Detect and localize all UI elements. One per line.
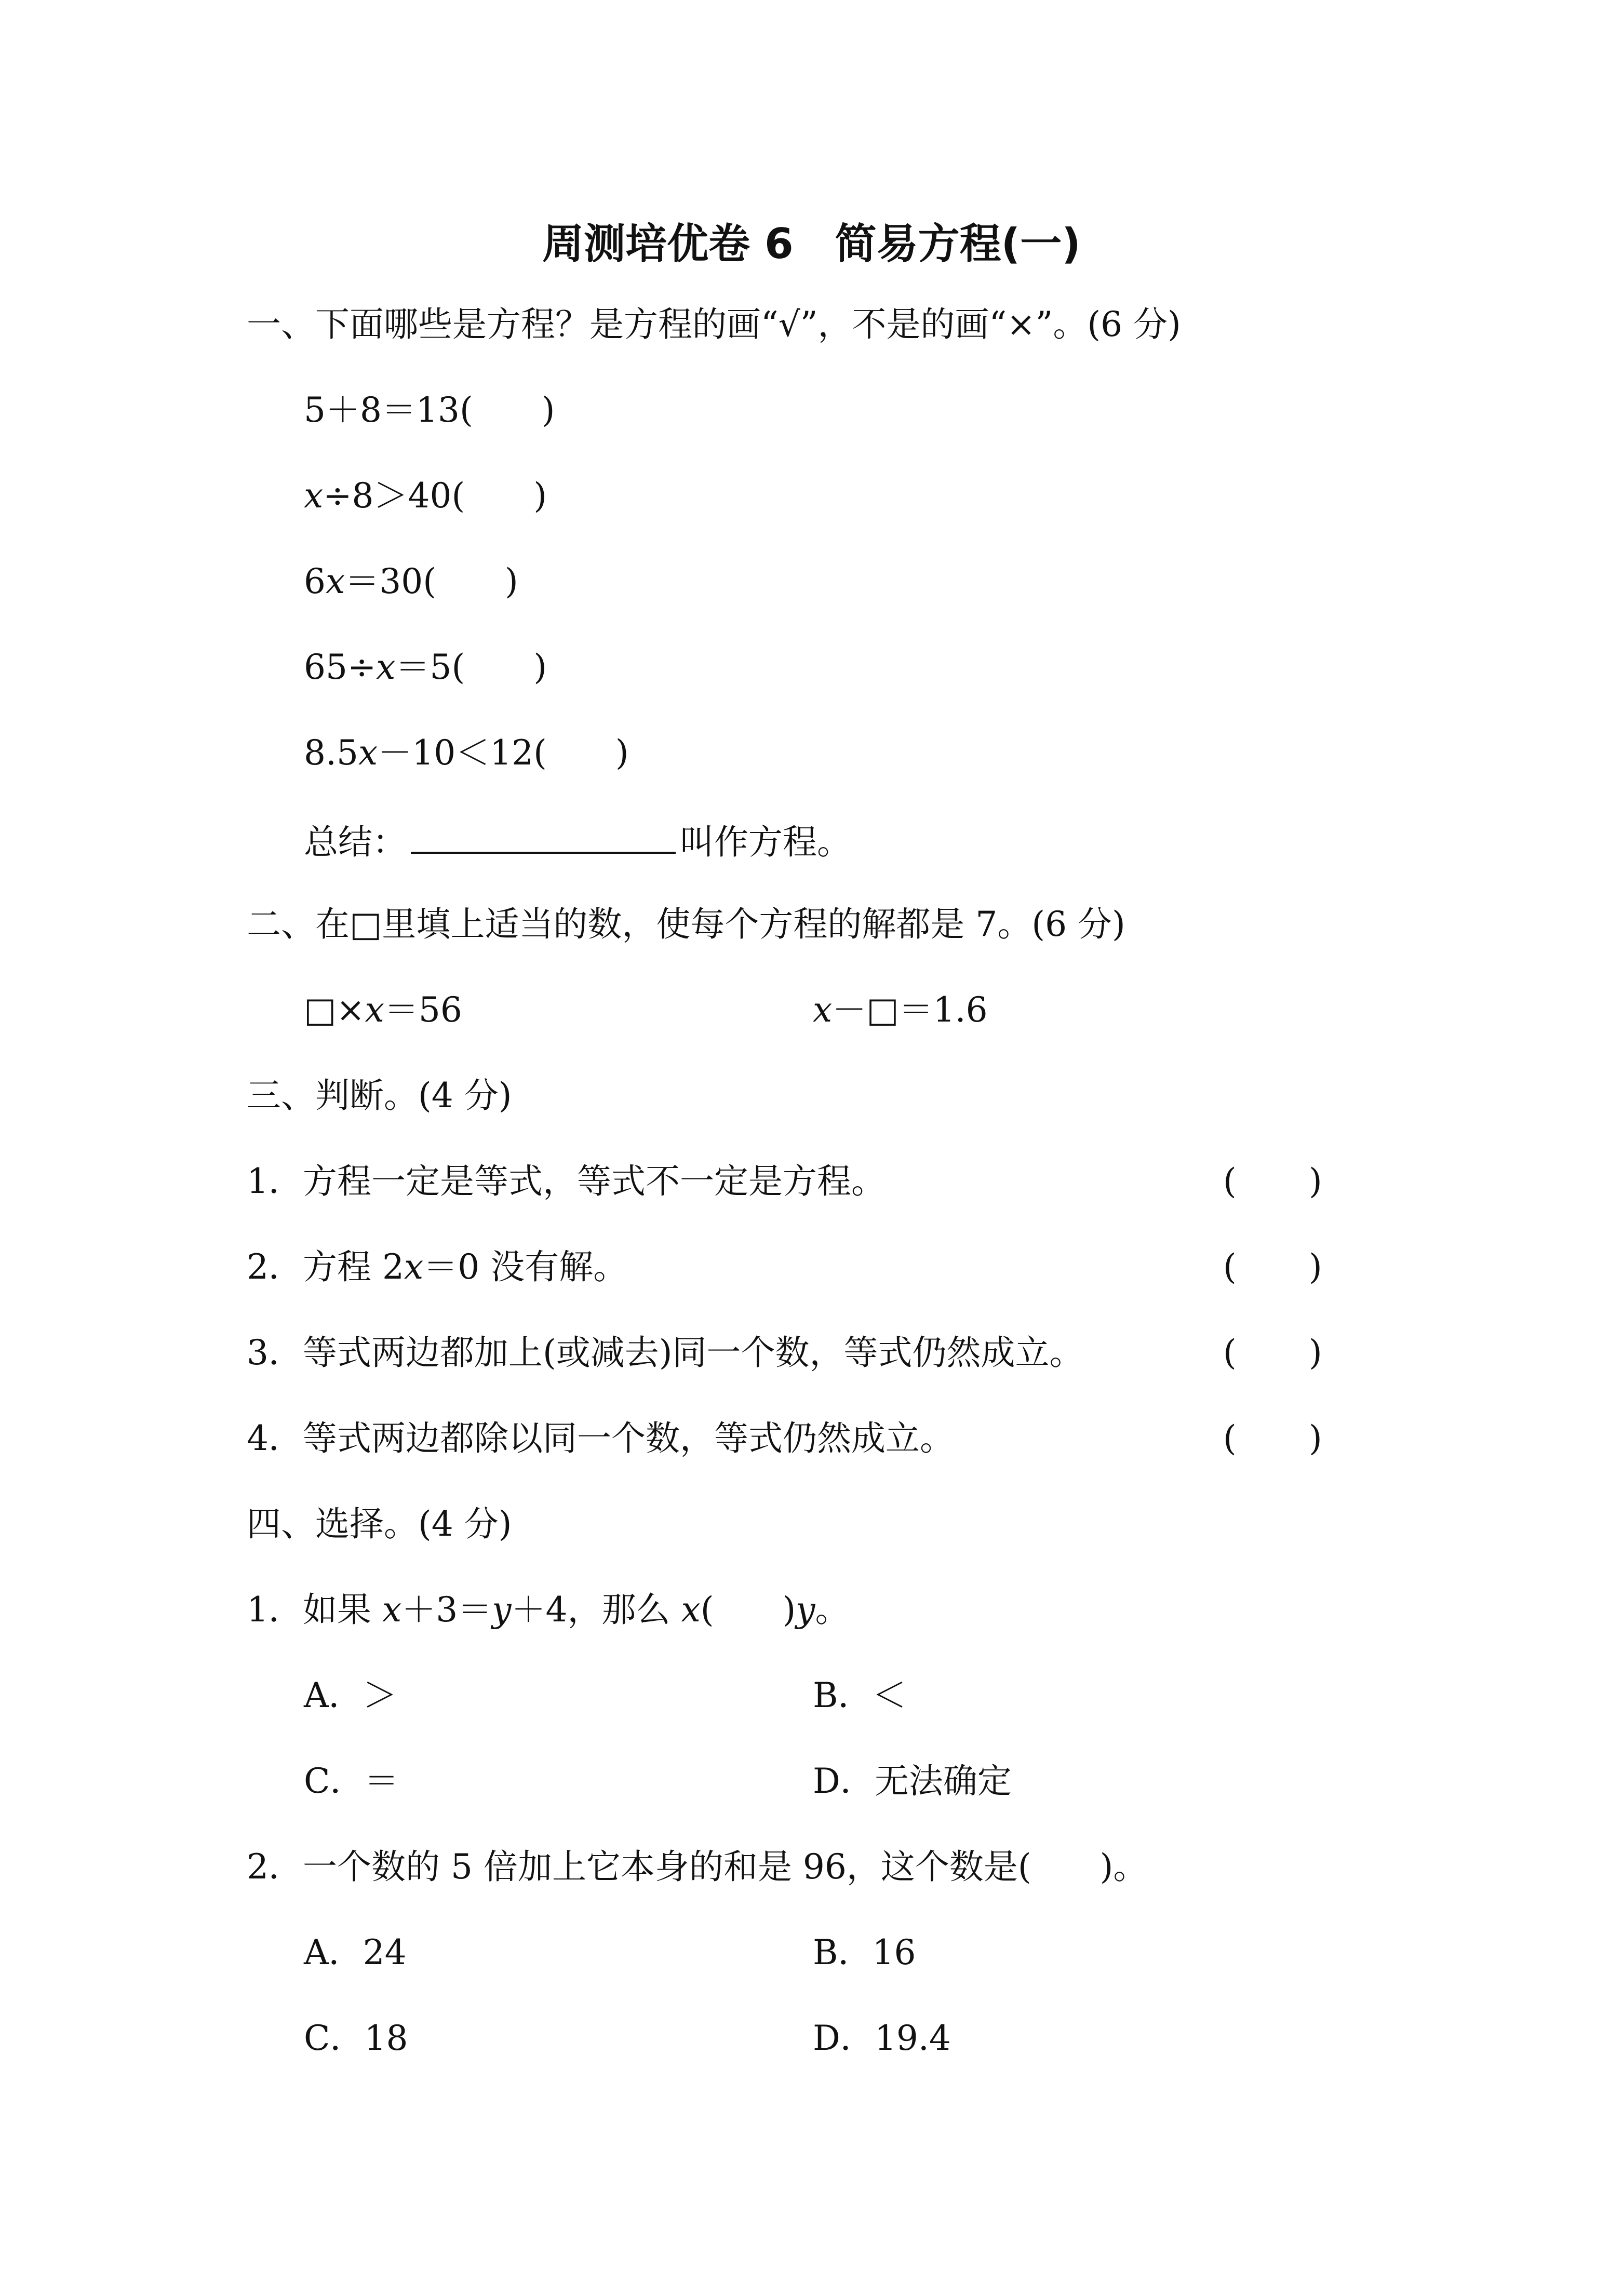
s3-item-4: 4．等式两边都除以同一个数，等式仍然成立。: [247, 1418, 954, 1458]
s4-q1-option-c[interactable]: C．＝: [304, 1761, 399, 1801]
s4-q2-option-d[interactable]: D．19.4: [813, 2018, 951, 2058]
page-title: 周测培优卷 6 简易方程(一): [542, 220, 1081, 268]
s1-item-2: x÷8＞40( ): [304, 476, 547, 516]
section1-heading: 一、下面哪些是方程？是方程的画“√”，不是的画“×”。(6 分): [247, 304, 1181, 344]
s3-item-3: 3．等式两边都加上(或减去)同一个数，等式仍然成立。: [247, 1333, 1084, 1373]
s3-item-1-paren-open: (: [1223, 1161, 1237, 1201]
section2-heading: 二、在□里填上适当的数，使每个方程的解都是 7。(6 分): [247, 904, 1125, 944]
s1-item-1: 5＋8＝13( ): [304, 390, 555, 430]
s3-item-1: 1．方程一定是等式，等式不一定是方程。: [247, 1161, 886, 1201]
s4-question-2: 2．一个数的 5 倍加上它本身的和是 96，这个数是( )。: [247, 1847, 1148, 1887]
s3-item-2-paren-open: (: [1223, 1247, 1237, 1287]
s1-summary: 总结： 叫作方程。: [304, 815, 851, 866]
s3-item-4-paren-close: ): [1309, 1418, 1322, 1458]
s3-item-2-paren-close: ): [1309, 1247, 1322, 1287]
section3-heading: 三、判断。(4 分): [247, 1076, 512, 1116]
s2-equation-1: □×x＝56: [304, 990, 462, 1030]
s1-item-5: 8.5x－10＜12( ): [304, 733, 629, 773]
section4-heading: 四、选择。(4 分): [247, 1504, 512, 1544]
s4-q2-option-b[interactable]: B．16: [813, 1932, 916, 1972]
s3-item-1-paren-close: ): [1309, 1161, 1322, 1201]
s3-item-3-paren-open: (: [1223, 1333, 1237, 1373]
s4-question-1: 1．如果 x＋3＝y＋4，那么 x( )y。: [247, 1590, 850, 1630]
s1-item-3: 6x＝30( ): [304, 561, 518, 601]
s3-item-2: 2．方程 2x＝0 没有解。: [247, 1247, 628, 1287]
s1-item-4: 65÷x＝5( ): [304, 647, 547, 687]
s4-q1-option-b[interactable]: B．＜: [813, 1675, 907, 1715]
s4-q1-option-a[interactable]: A．＞: [304, 1675, 397, 1715]
s3-item-3-paren-close: ): [1309, 1333, 1322, 1373]
s4-q2-option-a[interactable]: A．24: [304, 1932, 407, 1972]
summary-answer-blank[interactable]: [411, 815, 676, 854]
s3-item-4-paren-open: (: [1223, 1418, 1237, 1458]
s2-equation-2: x－□＝1.6: [813, 990, 988, 1030]
s4-q1-option-d[interactable]: D．无法确定: [813, 1761, 1012, 1801]
s4-q2-option-c[interactable]: C．18: [304, 2018, 408, 2058]
